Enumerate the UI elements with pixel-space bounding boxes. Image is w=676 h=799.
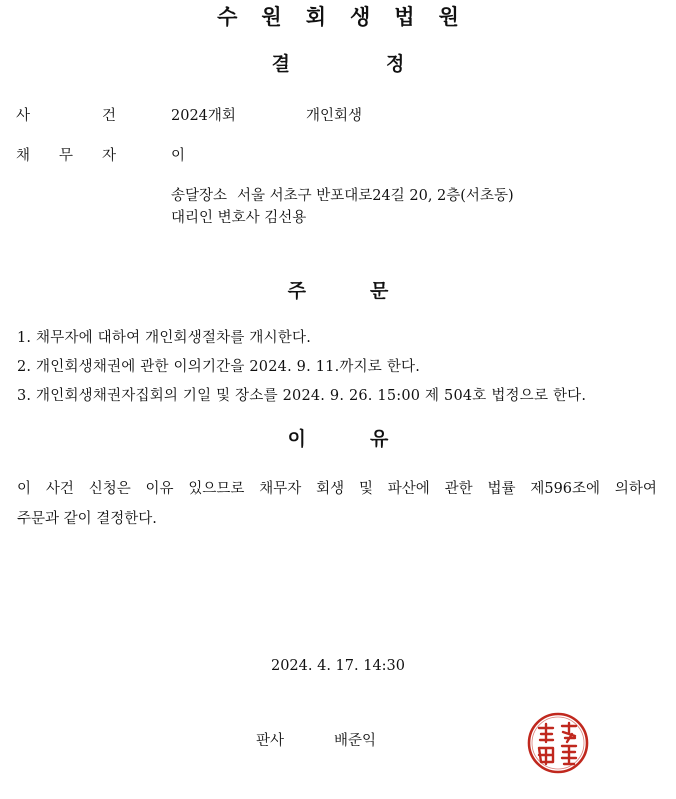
order-item: 3. 개인회생채권자집회의 기일 및 장소를 2024. 9. 26. 15:00 제 504호 법정으로 한다. [17,388,587,404]
reason-word: 이 [17,481,32,497]
debtor-label-char: 채 [16,148,31,164]
debtor-label-char: 자 [101,148,116,164]
service-address [171,186,514,206]
reason-word: 채무자 [259,481,302,497]
document-type-char: 결 [271,53,290,75]
reason-word: 제596조에 [530,481,601,497]
reason-word: 있으므로 [188,481,245,497]
order-heading [0,278,676,304]
reason-word: 파산에 [387,481,430,497]
reason-word: 신청은 [88,481,131,497]
court-seal-icon [527,712,589,774]
reason-heading [0,426,676,452]
reason-heading-char: 유 [370,428,389,450]
court-name-title: 수원회생법원 [217,5,483,29]
service-address-label: 송달장소 [171,188,228,204]
judge-name: 배준익 [334,733,377,749]
debtor-label [16,146,116,166]
document-type-heading [0,51,676,77]
order-heading-char: 주 [287,280,306,302]
document-type-char: 정 [386,53,405,75]
reason-line-1 [17,474,657,504]
legal-agent: 대리인 변호사 김선용 [171,210,307,226]
reason-word: 및 [358,481,373,497]
order-heading-char: 문 [370,280,389,302]
case-label [16,106,116,126]
case-type: 개인회생 [306,108,363,124]
case-number: 2024개회 [171,108,236,124]
debtor-name: 이 [171,148,186,164]
reason-word: 사건 [45,481,74,497]
reason-word: 관한 [444,481,473,497]
order-list [17,324,657,411]
order-item: 1. 채무자에 대하여 개인회생절차를 개시한다. [17,330,312,346]
service-address-value: 서울 서초구 반포대로24길 20, 2층(서초동) [237,188,514,204]
reason-body [17,474,657,534]
case-label-char: 건 [101,108,116,124]
decision-datetime: 2024. 4. 17. 14:30 [270,658,406,674]
order-item: 2. 개인회생채권에 관한 이의기간을 2024. 9. 11.까지로 한다. [17,359,421,375]
reason-word: 의하여 [614,481,657,497]
debtor-label-char: 무 [58,148,73,164]
reason-heading-char: 이 [287,428,306,450]
case-label-char: 사 [16,108,31,124]
reason-word: 회생 [316,481,345,497]
judge-title: 판사 [256,733,285,749]
reason-word: 법률 [487,481,516,497]
reason-word: 이유 [145,481,174,497]
reason-line-2: 주문과 같이 결정한다. [17,511,157,527]
